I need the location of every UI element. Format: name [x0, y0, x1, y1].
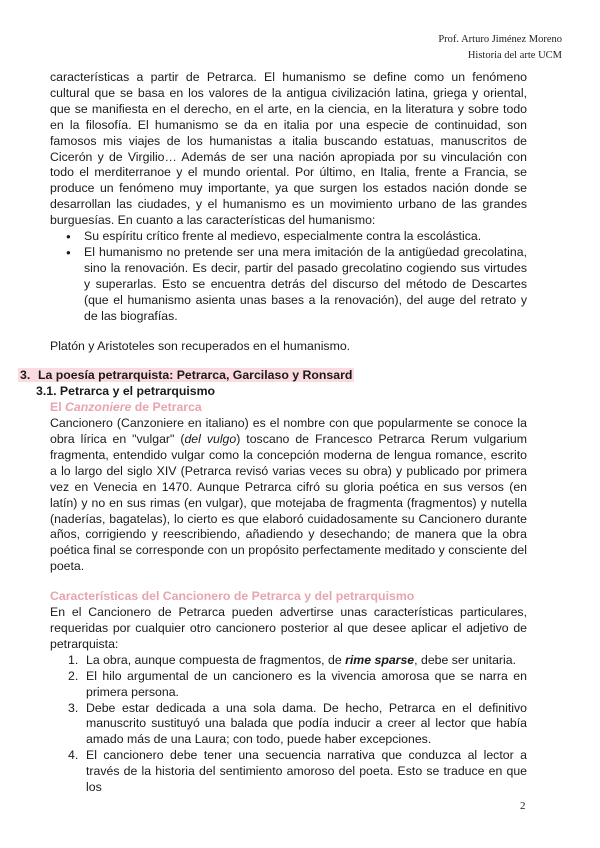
platon-line: Platón y Aristoteles son recuperados en el humanismo. — [50, 338, 351, 353]
document-body — [20, 70, 527, 796]
list-item: ● Su espíritu crítico frente al medievo, especialmente contra la escolástica. — [84, 229, 527, 245]
paragraph-text: Cancionero (Canzoniere en italiano) es el nombre con que popularmente se conoce la obra lírica en "vulgar" ( — [50, 416, 527, 447]
section-3-1-heading: 3.1. Petrarca y el petrarquismo — [36, 384, 216, 399]
characteristics-numbered-list — [50, 653, 527, 796]
list-item — [68, 700, 527, 749]
list-item — [68, 652, 527, 669]
list-text: Debe estar dedicada a una sola dama. De hecho, Petrarca en el definitivo manuscrito sustituyó una balada que podía inducir a creer al lector que había amado más de una Laura; con todo, puede haber excepciones. — [86, 700, 527, 747]
paragraph-italic: del vulgo — [184, 432, 237, 447]
list-item: ● El humanismo no pretende ser una mera imitación de la antigüedad grecolatina, sino la renovación. Es decir, partir del pasado grecolatino cogiendo sus virtudes y superarlas. Esto se encuentra detrás del discurso del método de Descartes (que el humanismo asienta unas bases a la renovación), del auge del retrato y de las biografías. — [84, 245, 527, 325]
humanism-characteristics-list — [50, 229, 527, 324]
subheading-canzoniere — [50, 400, 527, 416]
list-text: , debe ser unitaria. — [414, 652, 516, 667]
list-number: 3. — [68, 700, 79, 715]
list-text: El cancionero debe tener una secuencia narrativa que conduzca al lector a través de la historia del sentimiento amoroso del poeta. Esto se traduce en que los — [86, 748, 527, 795]
characteristics-intro: En el Cancionero de Petrarca pueden advertirse unas características particulares, requeridas por cualquier otro cancionero posterior al que desee aplicar el adjetivo de petrarquista: — [50, 605, 527, 651]
intro-paragraph: características a partir de Petrarca. El humanismo se define como un fenómeno cultural que se basa en los valores de la antigua civilización latina, griega y oriental, que se manifiesta en el derecho, en el arte, en la ciencia, en la literatura y sobre todo en la filosofía. El humanismo se da en italia por una especie de continuidad, son famosos mis viajes de los humanistas a italia buscando estatuas, manuscritos de Cicerón y de Virgilio… Además de ser una nación apropiada por su vinculación con todo el merditerranoe y el mundo oriental. Por último, en Italia, frente a Francia, se produce un fenómeno muy importante, ya que surgen los estados nación donde se desarrollan las ciudades, y el humanismo es un movimiento urbano de las grandes burguesías. En cuanto a las características del humanismo: — [50, 70, 527, 228]
list-item — [68, 668, 527, 701]
list-number: 4. — [68, 748, 79, 763]
page-number: 2 — [520, 800, 526, 812]
subheading-italic: Canzoniere — [65, 400, 132, 415]
list-number: 1. — [68, 652, 79, 667]
paragraph-text: ) toscano de Francesco Petrarca Rerum vulgarium fragmenta, entendido vulgar como la concepción moderna de lengua romance, escrito a lo largo del siglo XIV (Petrarca revisó varias veces su obra) y publicado por primera vez en Venecia en 1470. Aunque Petrarca cifró su gloria poética en sus versos (en latín) y no en sus rimas (en vulgar), que motejaba de fragmenta (fragmentos) y nutella (naderías, bagatelas), lo cierto es que elaboró cuidadosamente su Cancionero durante años, corrigiendo y reescribiendo, añadiendo y desechando; de manera que la obra poética final se corresponde con un propósito perfectamente meditado y consciente del poeta. — [50, 432, 527, 574]
page-header — [438, 32, 562, 64]
list-emphasis: rime sparse — [345, 652, 415, 667]
subheading-characteristics: Características del Cancionero de Petrarca y del petrarquismo — [50, 589, 415, 604]
list-item — [68, 748, 527, 796]
section-3-title: La poesía petrarquista: Petrarca, Garcilaso y Ronsard — [38, 368, 353, 383]
subheading-text: de Petrarca — [131, 400, 202, 415]
header-author: Prof. Arturo Jiménez Moreno — [438, 34, 562, 45]
list-text: La obra, aunque compuesta de fragmentos, de — [86, 652, 346, 667]
canzoniere-paragraph — [50, 416, 527, 575]
section-3-heading — [18, 368, 527, 384]
header-course: Historia del arte UCM — [467, 50, 562, 61]
section-3-number: 3. — [20, 368, 31, 383]
list-text: El hilo argumental de un cancionero es la vivencia amorosa que se narra en primera persona. — [86, 668, 527, 699]
list-number: 2. — [68, 668, 79, 683]
subheading-text: El — [50, 400, 66, 415]
